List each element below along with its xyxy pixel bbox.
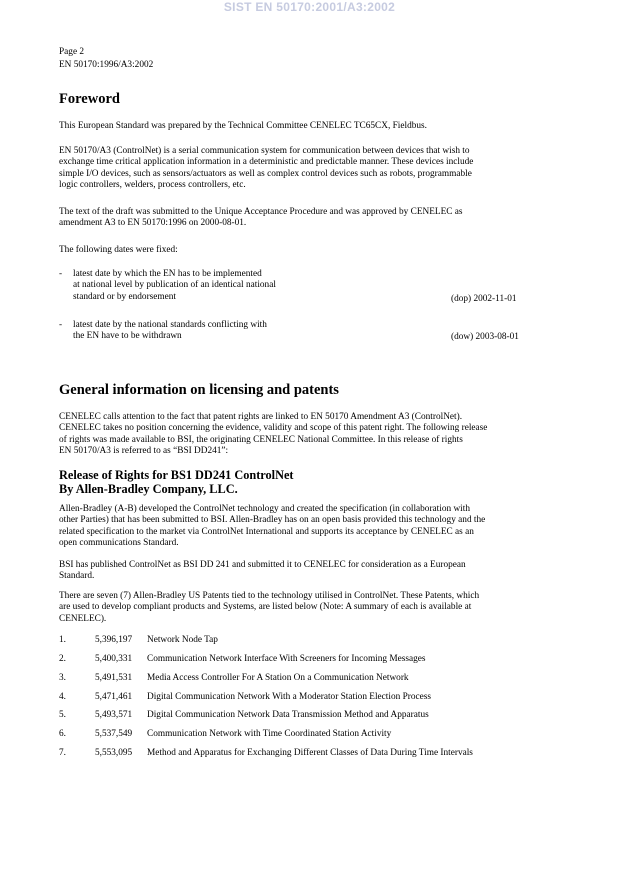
text-line: There are seven (7) Allen-Bradley US Patents tied to the technology utilised in ControlNet. These Patents, which: [59, 591, 480, 601]
text-line: open communications Standard.: [59, 537, 179, 548]
patent-title: Method and Apparatus for Exchanging Different Classes of Data During Time Intervals: [147, 748, 473, 758]
text-line: at national level by publication of an identical national: [73, 280, 276, 291]
date-code-row-dop: [0, 291, 619, 306]
list-dash: -: [59, 269, 63, 279]
text-line: CENELEC takes no position concerning the evidence, validity and scope of this patent right. The following release: [59, 423, 488, 434]
list-item: [0, 729, 619, 741]
text-line: standard or by endorsement: [73, 291, 177, 302]
list-item: [0, 710, 619, 722]
text-line: other Parties) that has been submitted to BSI. Allen-Bradley has on an open basis provided this technology and the: [59, 515, 486, 526]
list-item: [0, 635, 619, 647]
patent-number-index: 2.: [59, 654, 66, 664]
patent-number-index: 4.: [59, 692, 66, 702]
document-id: EN 50170:1996/A3:2002: [59, 60, 154, 70]
patent-title: Media Access Controller For A Station On a Communication Network: [147, 673, 409, 683]
text-line: EN 50170/A3 (ControlNet) is a serial communication system for communication between devices that wish to: [59, 146, 470, 156]
text-line: BSI has published ControlNet as BSI DD 241 and submitted it to CENELEC for consideration as a European: [59, 560, 466, 570]
text-line: the EN have to be withdrawn: [73, 331, 182, 342]
subtitle-line: Release of Rights for BS1 DD241 ControlNet: [59, 468, 294, 482]
dates-intro: The following dates were fixed:: [59, 245, 178, 255]
foreword-approval: [59, 207, 547, 230]
patent-title: Communication Network Interface With Screeners for Incoming Messages: [147, 654, 426, 664]
text-line: exchange time critical application information in a deterministic and predictable manner. These devices include: [59, 157, 474, 168]
patent-title: Network Node Tap: [147, 635, 218, 645]
date-code-row-dow: [0, 332, 619, 344]
foreword-title: Foreword: [59, 91, 120, 107]
text-line: related specification to the market via ControlNet International and supports its acceptance by CENELEC as an: [59, 526, 474, 537]
patent-number-index: 3.: [59, 673, 66, 683]
patent-id: 5,491,531: [95, 673, 133, 683]
date-code-dow: (dow) 2003-08-01: [451, 332, 519, 342]
foreword-intro: This European Standard was prepared by the Technical Committee CENELEC TC65CX, Fieldbus.: [59, 121, 427, 131]
patent-id: 5,493,571: [95, 710, 133, 720]
text-line: latest date by which the EN has to be implemented: [73, 269, 262, 279]
text-line: The text of the draft was submitted to the Unique Acceptance Procedure and was approved by CENELEC as: [59, 207, 463, 217]
text-line: EN 50170/A3 is referred to as “BSI DD241”:: [59, 445, 229, 456]
text-line: Standard.: [59, 571, 95, 582]
patent-title: Communication Network with Time Coordinated Station Activity: [147, 729, 392, 739]
list-item: [0, 692, 619, 704]
date-code-dop: (dop) 2002-11-01: [451, 294, 517, 304]
text-line: latest date by the national standards conflicting with: [73, 320, 267, 330]
patent-number-index: 5.: [59, 710, 66, 720]
text-line: CENELEC calls attention to the fact that patent rights are linked to EN 50170 Amendment A3 (ControlNet).: [59, 412, 463, 422]
text-line: Allen-Bradley (A-B) developed the ControlNet technology and created the specification (in collaboration with: [59, 504, 470, 514]
text-line: simple I/O devices, such as sensors/actuators as well as complex control devices such as robots, programmable: [59, 168, 472, 179]
bsi-paragraph: [59, 560, 547, 583]
patent-number-index: 6.: [59, 729, 66, 739]
licensing-title: General information on licensing and patents: [59, 382, 339, 398]
subtitle-line: By Allen-Bradley Company, LLC.: [59, 482, 238, 497]
page-number: Page 2: [59, 47, 85, 57]
licensing-notice: [59, 412, 547, 457]
foreword-description: [59, 146, 547, 191]
watermark: SIST EN 50170:2001/A3:2002: [223, 0, 396, 14]
list-item: [0, 748, 619, 760]
patent-id: 5,537,549: [95, 729, 133, 739]
patent-title: Digital Communication Network With a Moderator Station Election Process: [147, 692, 431, 702]
patent-id: 5,553,095: [95, 748, 133, 758]
patent-number-index: 7.: [59, 748, 66, 758]
patent-title: Digital Communication Network Data Transmission Method and Apparatus: [147, 710, 429, 720]
patents-intro: [59, 591, 547, 625]
patent-number-index: 1.: [59, 635, 66, 645]
patent-id: 5,471,461: [95, 692, 133, 702]
text-line: amendment A3 to EN 50170:1996 on 2000-08-01.: [59, 218, 247, 229]
list-item: [0, 654, 619, 666]
text-line: are used to develop compliant products and Systems, are listed below (Note: A summary of each is available at: [59, 602, 472, 613]
patent-id: 5,396,197: [95, 635, 133, 645]
text-line: logic controllers, welders, process controllers, etc.: [59, 179, 246, 190]
patent-id: 5,400,331: [95, 654, 133, 664]
text-line: of rights was made available to BSI, the originating CENELEC National Committee. In this release of rights: [59, 434, 463, 445]
allen-bradley-paragraph: [59, 504, 547, 549]
text-line: CENELEC).: [59, 613, 107, 624]
list-dash: -: [59, 320, 63, 330]
list-item: [0, 673, 619, 685]
release-subtitle: [59, 468, 294, 496]
